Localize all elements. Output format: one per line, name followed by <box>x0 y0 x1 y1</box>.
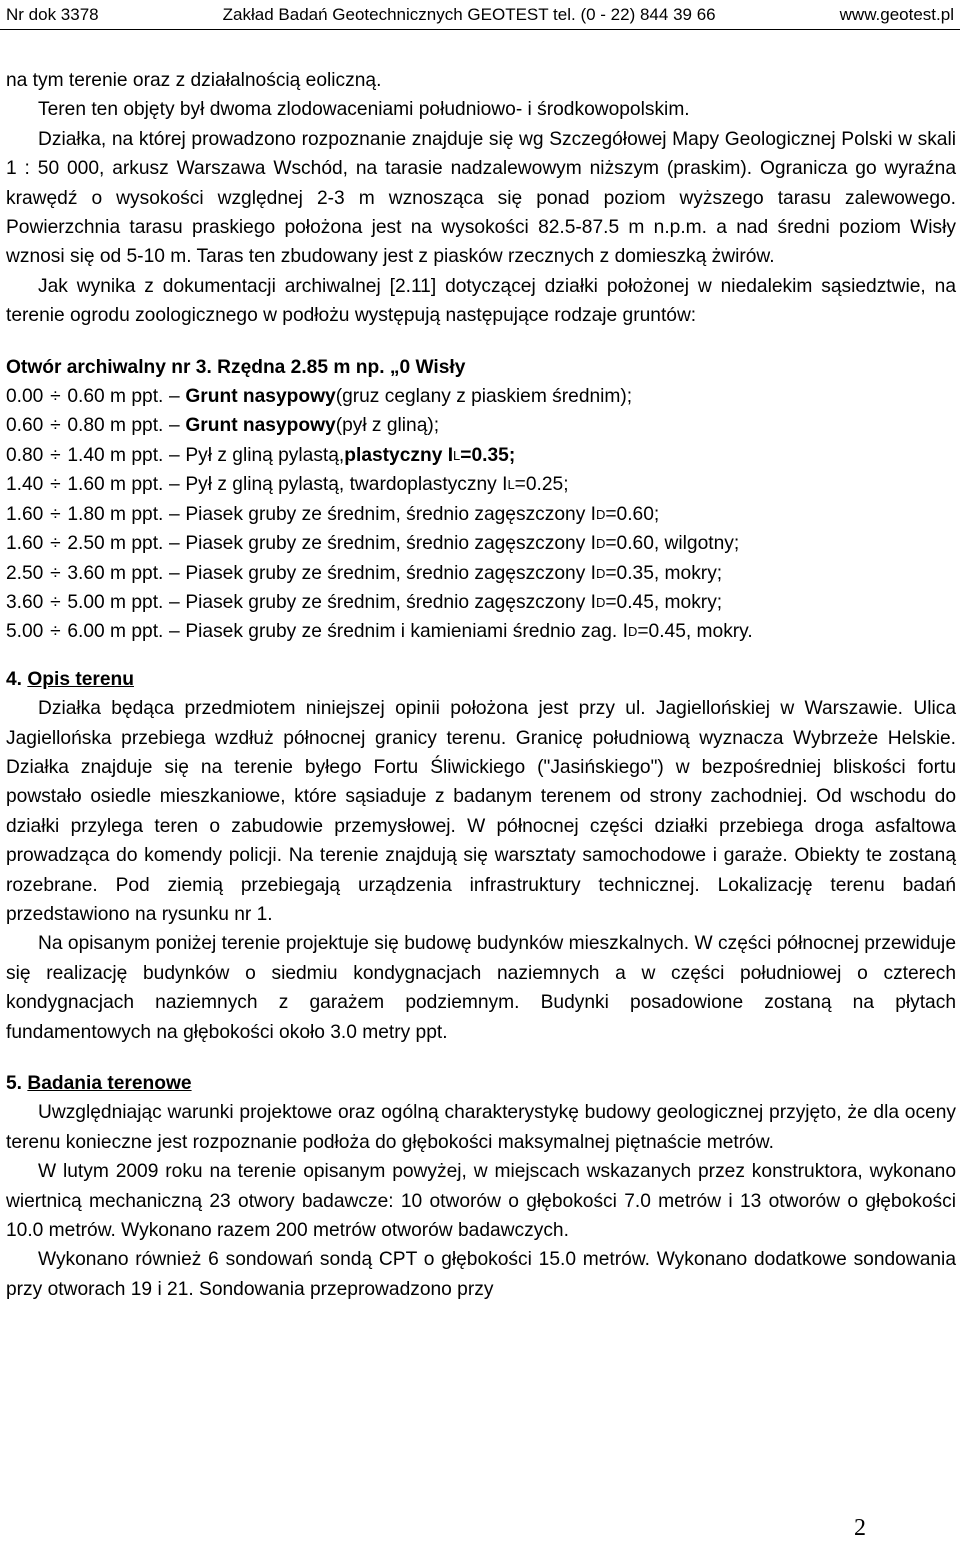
range-symbol: ÷ <box>50 503 61 525</box>
layer-description-tail: (gruz ceglany z piaskiem średnim); <box>335 386 633 408</box>
layer-soil-name: Grunt nasypowy <box>185 415 336 437</box>
layer-index-subscript: D <box>595 594 606 610</box>
section-5-paragraph-3: Wykonano również 6 sondowań sondą CPT o głębokości 15.0 metrów. Wykonano dodatkowe sondowania przy otworach 19 i 21. Sondowania przeprowadzono przy <box>6 1249 956 1300</box>
layer-depth-from: 1.60 <box>6 533 44 555</box>
borehole-layer-row <box>6 559 956 588</box>
borehole-layer-row <box>6 382 956 411</box>
layer-index-subscript: D <box>595 565 606 581</box>
section-5-paragraph-1: Uwzględniając warunki projektowe oraz ogólną charakterystykę budowy geologicznej przyjęto, że dla oceny terenu konieczne jest rozpoznanie podłoża do głębokości maksymalnej piętnaście metrów. <box>6 1102 956 1153</box>
dash-separator: – <box>169 591 180 613</box>
layer-depth-to: 1.60 m ppt. <box>67 474 164 496</box>
layer-soil-name: Grunt nasypowy <box>185 386 336 408</box>
layer-index-subscript: D <box>595 536 606 552</box>
layer-index-subscript: L <box>453 447 461 463</box>
range-symbol: ÷ <box>50 562 61 584</box>
section-4-paragraph-1: Działka będąca przedmiotem niniejszej opinii położona jest przy ul. Jagiellońskiej w Warszawie. Ulica Jagiellońska przebiega wzdłuż północnej granicy terenu. Granicę południową wyznacza Wybrzeże Helskie. Działka znajduje się na terenie byłego Fortu Śliwickiego ("Jasińskiego") w bezpośredniej bliskości fortu powstało osiedle mieszkaniowe, które sąsiaduje z badanym terenem od strony zachodniej. Od wschodu do działki przylega teren o zabudowie przemysłowej. W północnej części działki przebiega droga asfaltowa prowadząca do komendy policji. Na terenie znajdują się warsztaty samochodowe i garaże. Obiekty te zostaną rozebrane. Pod ziemią przebiegają urządzenia infrastruktury technicznej. Lokalizację terenu badań przedstawiono na rysunku nr 1. <box>6 698 956 925</box>
section-5-paragraph-2: W lutym 2009 roku na terenie opisanym powyżej, w miejscach wskazanych przez konstruktora, wykonano wiertnicą mechaniczną 23 otwory badawcze: 10 otworów o głębokości 7.0 metrów i 13 otworów o głębokości 10.0 metrów. Wykonano razem 200 metrów otworów badawczych. <box>6 1161 956 1242</box>
layer-depth-to: 6.00 m ppt. <box>67 621 164 643</box>
dash-separator: – <box>169 444 180 466</box>
layer-soil-name: plastyczny I <box>344 444 454 466</box>
layer-description-tail: =0.60, wilgotny; <box>605 533 740 555</box>
intro-paragraph-2: Teren ten objęty był dwoma zlodowaceniami południowo- i środkowopolskim. <box>38 99 690 121</box>
section-4-heading <box>6 665 956 694</box>
layer-depth-from: 3.60 <box>6 591 44 613</box>
layer-index-subscript: D <box>627 624 638 640</box>
borehole-layer-row <box>6 588 956 617</box>
header-website: www.geotest.pl <box>839 4 954 24</box>
dash-separator: – <box>169 386 180 408</box>
layer-depth-to: 2.50 m ppt. <box>67 533 164 555</box>
layer-description: Piasek gruby ze średnim, średnio zagęszczony I <box>185 562 596 584</box>
dash-separator: – <box>169 562 180 584</box>
layer-description-tail: (pył z gliną); <box>335 415 440 437</box>
header-doc-number: Nr dok 3378 <box>6 4 99 24</box>
borehole-layer-row <box>6 411 956 440</box>
borehole-layer-row <box>6 500 956 529</box>
layer-description: Pył z gliną pylastą, twardoplastyczny I <box>185 474 508 496</box>
section-4-paragraph-2: Na opisanym poniżej terenie projektuje się budowę budynków mieszkalnych. W części północnej przewiduje się realizację budynków o siedmiu kondygnacjach naziemnych a w części południowej o czterech kondygnacjach naziemnych z garażem podziemnym. Budynki posadowione zostaną na płytach fundamentowych na głębokości około 3.0 metry ppt. <box>6 933 956 1043</box>
layer-depth-to: 0.80 m ppt. <box>67 415 164 437</box>
layer-description: Pył z gliną pylastą, <box>185 444 345 466</box>
borehole-layer-row <box>6 617 956 646</box>
section-5-title: Badania terenowe <box>27 1073 192 1094</box>
layer-description: Piasek gruby ze średnim, średnio zagęszczony I <box>185 591 596 613</box>
range-symbol: ÷ <box>50 621 61 643</box>
range-symbol: ÷ <box>50 386 61 408</box>
section-4-number: 4. <box>6 668 23 690</box>
layer-description: Piasek gruby ze średnim i kamieniami średnio zag. I <box>185 621 628 643</box>
layer-index-subscript: D <box>595 506 606 522</box>
layer-depth-to: 0.60 m ppt. <box>67 386 164 408</box>
layer-index-value: =0.35; <box>460 444 516 466</box>
layer-depth-from: 0.80 <box>6 444 44 466</box>
layer-description: Piasek gruby ze średnim, średnio zagęszczony I <box>185 533 596 555</box>
borehole-layer-row <box>6 470 956 499</box>
intro-paragraph-1: na tym terenie oraz z działalnością eoliczną. <box>6 70 382 91</box>
layer-depth-to: 5.00 m ppt. <box>67 591 164 613</box>
dash-separator: – <box>169 474 180 496</box>
layer-description-tail: =0.60; <box>605 503 660 525</box>
layer-depth-from: 2.50 <box>6 562 44 584</box>
intro-paragraph-3: Działka, na której prowadzono rozpoznanie znajduje się wg Szczegółowej Mapy Geologicznej Polski w skali 1 : 50 000, arkusz Warszawa Wschód, na tarasie nadzalewowym niższym (praskim). Ogranicza go wyraźna krawędź o wysokości względnej 2-3 m wznosząca się ponad poziom wyższego tarasu zalewowego. Powierzchnia tarasu praskiego położona jest na wysokości 82.5-87.5 m n.p.m. a nad średni poziom Wisły wznosi się od 5-10 m. Taras ten zbudowany jest z piasków rzecznych z domieszką żwirów. <box>6 128 956 268</box>
layer-depth-to: 1.80 m ppt. <box>67 503 164 525</box>
document-body <box>6 66 956 1304</box>
dash-separator: – <box>169 533 180 555</box>
layer-description: Piasek gruby ze średnim, średnio zagęszczony I <box>185 503 596 525</box>
header-company: Zakład Badań Geotechnicznych GEOTEST tel. (0 - 22) 844 39 66 <box>222 4 716 24</box>
borehole-layer-row <box>6 529 956 558</box>
range-symbol: ÷ <box>50 474 61 496</box>
borehole-title: Otwór archiwalny nr 3. Rzędna 2.85 m np. „0 Wisły <box>6 356 466 378</box>
intro-paragraph-4: Jak wynika z dokumentacji archiwalnej [2.11] dotyczącej działki położonej w niedalekim sąsiedztwie, na terenie ogrodu zoologicznego w podłożu występują następujące rodzaje gruntów: <box>6 275 956 327</box>
layer-depth-from: 1.60 <box>6 503 44 525</box>
borehole-layer-row <box>6 441 956 470</box>
range-symbol: ÷ <box>50 444 61 466</box>
layer-depth-from: 0.60 <box>6 415 44 437</box>
section-4-title: Opis terenu <box>27 668 134 690</box>
layer-depth-from: 1.40 <box>6 474 44 496</box>
section-5-heading <box>6 1069 956 1098</box>
layer-depth-to: 3.60 m ppt. <box>67 562 164 584</box>
layer-description-tail: =0.35, mokry; <box>605 562 723 584</box>
layer-depth-to: 1.40 m ppt. <box>67 444 164 466</box>
range-symbol: ÷ <box>50 415 61 437</box>
layer-description-tail: =0.45, mokry; <box>605 591 723 613</box>
page-number: 2 <box>854 1515 866 1541</box>
layer-index-subscript: L <box>507 477 515 493</box>
dash-separator: – <box>169 503 180 525</box>
dash-separator: – <box>169 621 180 643</box>
range-symbol: ÷ <box>50 591 61 613</box>
dash-separator: – <box>169 415 180 437</box>
layer-description-tail: =0.25; <box>514 474 569 496</box>
borehole-layer-list <box>6 382 956 647</box>
page-header <box>0 0 960 30</box>
layer-depth-from: 5.00 <box>6 621 44 643</box>
layer-description-tail: =0.45, mokry. <box>637 621 753 643</box>
layer-depth-from: 0.00 <box>6 386 44 408</box>
range-symbol: ÷ <box>50 533 61 555</box>
section-5-number: 5. <box>6 1073 23 1094</box>
